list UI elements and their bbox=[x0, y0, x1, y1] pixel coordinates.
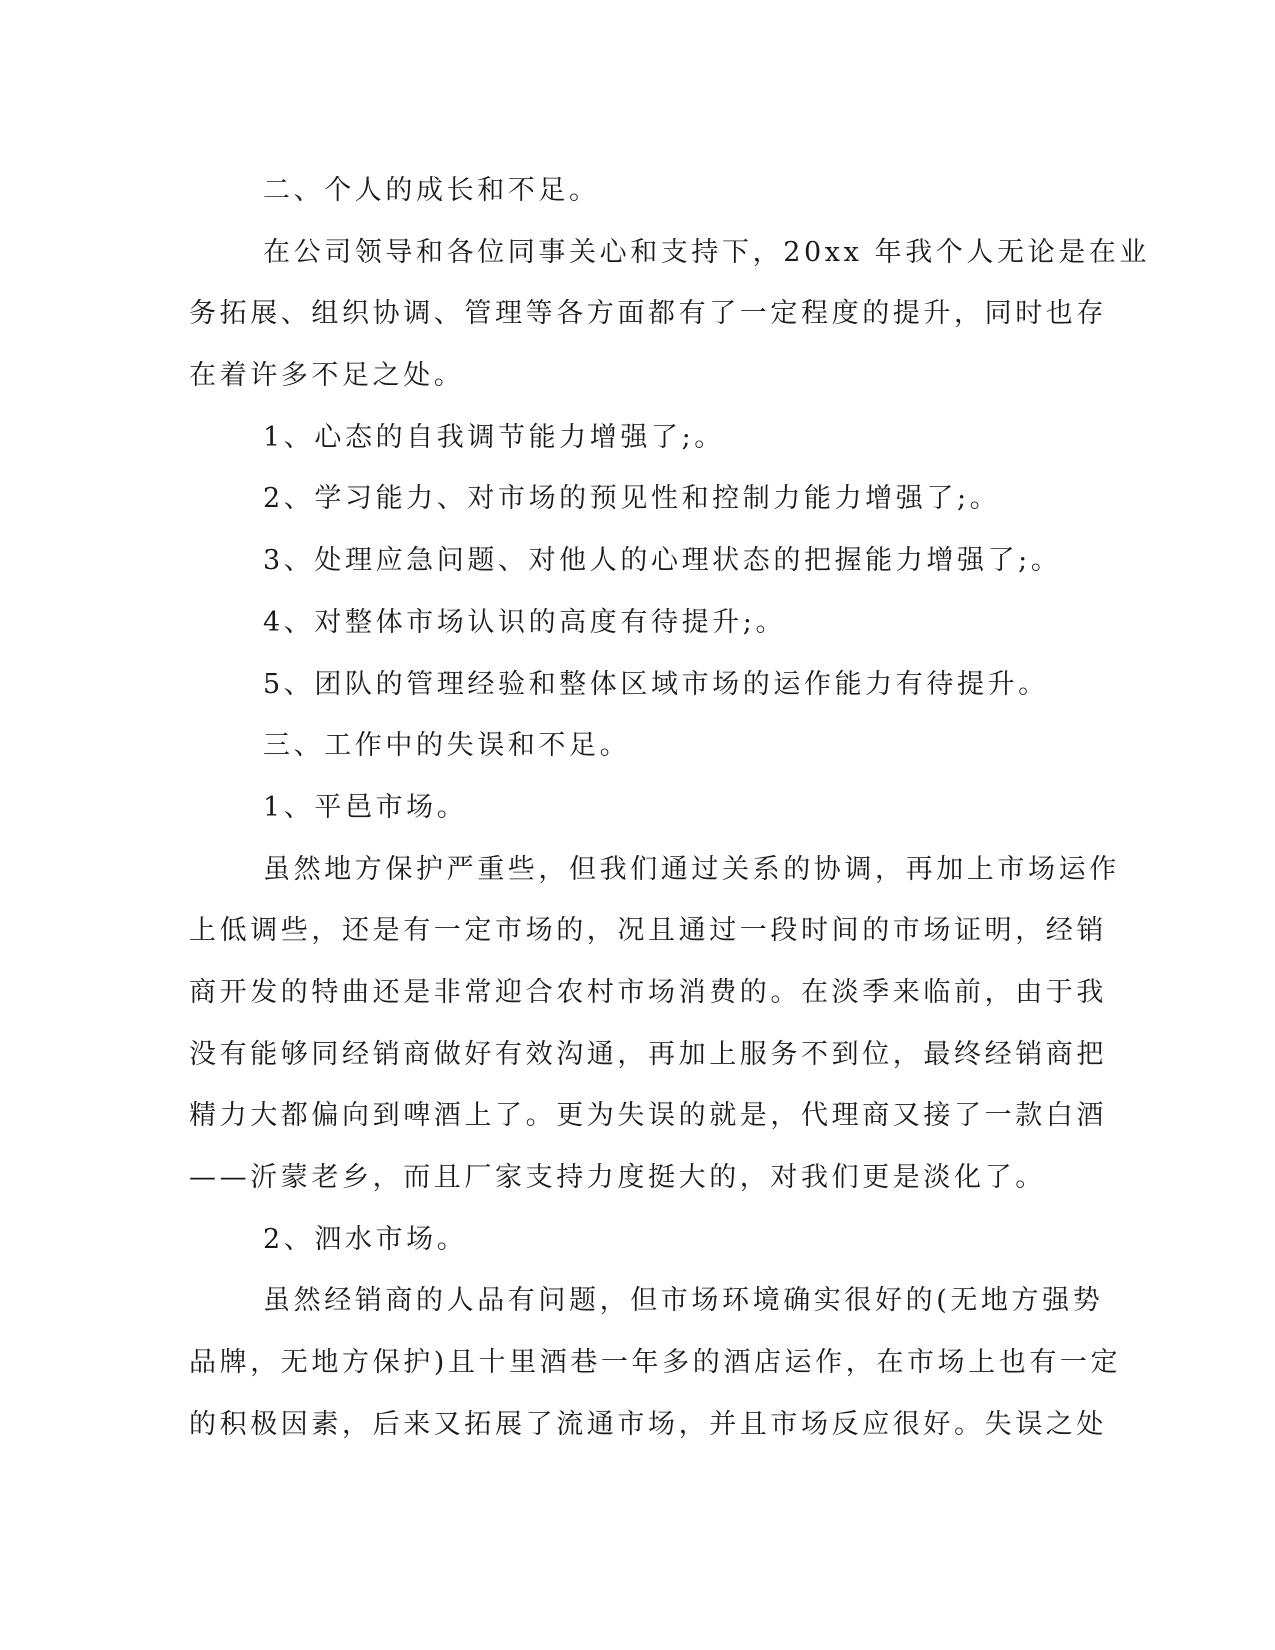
paragraph-line: 的积极因素，后来又拓展了流通市场，并且市场反应很好。失误之处 bbox=[189, 1408, 1107, 1440]
subheading-sishui-market: 2、泗水市场。 bbox=[263, 1223, 468, 1255]
paragraph-line: 虽然地方保护严重些，但我们通过关系的协调，再加上市场运作 bbox=[263, 853, 1120, 885]
paragraph-line: 虽然经销商的人品有问题，但市场环境确实很好的(无地方强势 bbox=[263, 1285, 1104, 1317]
paragraph-line: 在公司领导和各位同事关心和支持下，20xx 年我个人无论是在业 bbox=[263, 236, 1150, 268]
paragraph-line: ——沂蒙老乡，而且厂家支持力度挺大的，对我们更是淡化了。 bbox=[189, 1162, 1046, 1193]
list-item-2: 2、学习能力、对市场的预见性和控制力能力增强了;。 bbox=[263, 483, 1001, 515]
paragraph-line: 没有能够同经销商做好有效沟通，再加上服务不到位，最终经销商把 bbox=[189, 1038, 1107, 1070]
document-body bbox=[189, 160, 1150, 1455]
paragraph-line: 品牌，无地方保护)且十里酒巷一年多的酒店运作，在市场上也有一定 bbox=[189, 1347, 1122, 1379]
subheading-pingyi-market: 1、平邑市场。 bbox=[263, 791, 468, 823]
list-item-3: 3、处理应急问题、对他人的心理状态的把握能力增强了;。 bbox=[263, 545, 1062, 577]
list-item-5: 5、团队的管理经验和整体区域市场的运作能力有待提升。 bbox=[263, 668, 1049, 700]
paragraph-line: 商开发的特曲还是非常迎合农村市场消费的。在淡季来临前，由于我 bbox=[189, 976, 1107, 1008]
paragraph-line: 精力大都偏向到啤酒上了。更为失误的就是，代理商又接了一款白酒 bbox=[189, 1100, 1107, 1132]
list-item-1: 1、心态的自我调节能力增强了;。 bbox=[263, 421, 725, 453]
list-item-4: 4、对整体市场认识的高度有待提升;。 bbox=[263, 606, 787, 638]
section-heading-3: 三、工作中的失误和不足。 bbox=[263, 730, 631, 762]
paragraph-line: 务拓展、组织协调、管理等各方面都有了一定程度的提升，同时也存 bbox=[189, 298, 1107, 330]
section-heading-2: 二、个人的成长和不足。 bbox=[263, 175, 600, 206]
paragraph-line: 上低调些，还是有一定市场的，况且通过一段时间的市场证明，经销 bbox=[189, 915, 1107, 947]
paragraph-line: 在着许多不足之处。 bbox=[189, 360, 465, 392]
